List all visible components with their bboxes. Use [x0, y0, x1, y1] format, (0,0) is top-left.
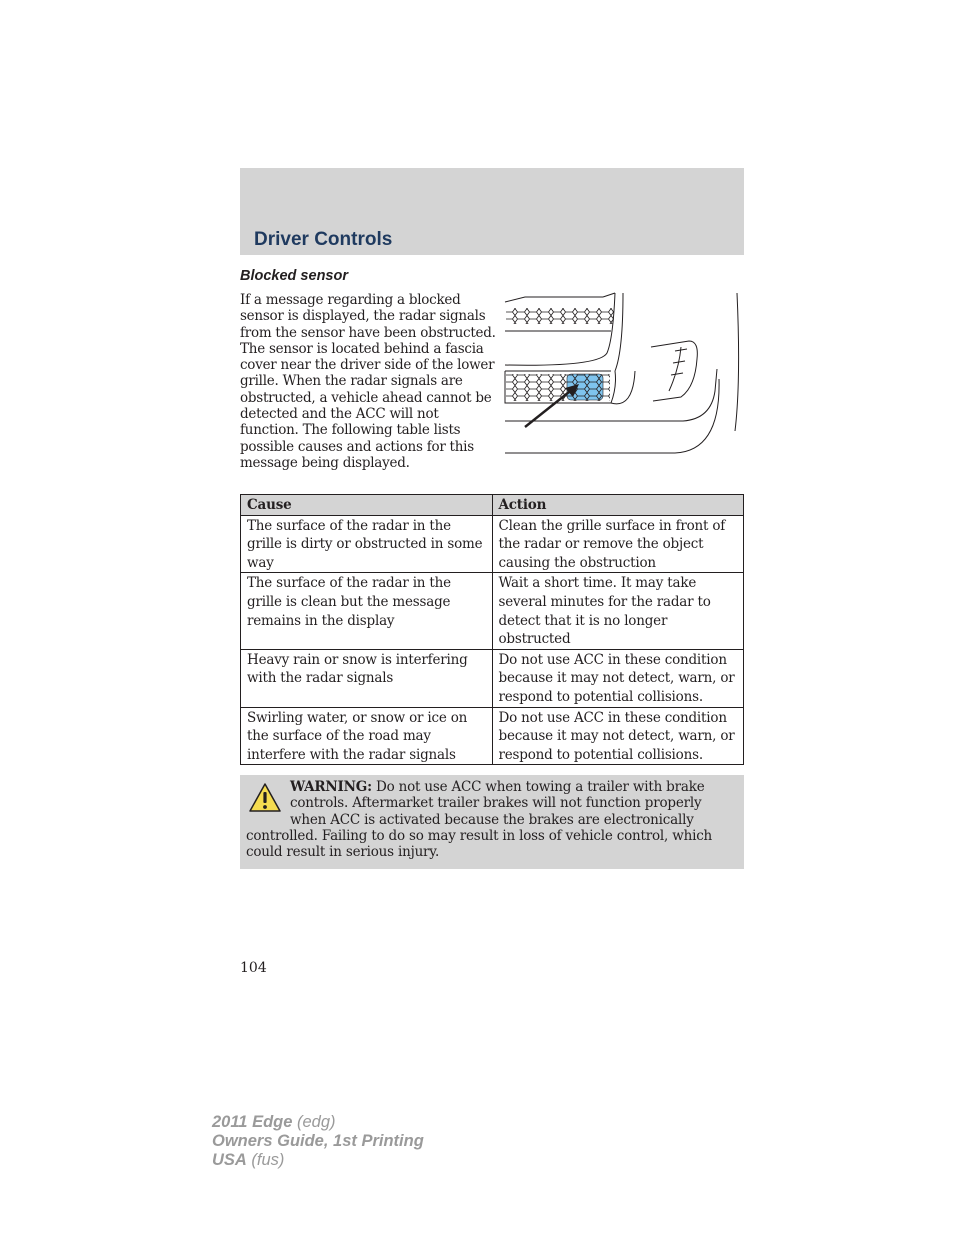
action-cell: Do not use ACC in these condition because it may not detect, warn, or respond to potential collisions.: [492, 649, 744, 707]
warning-body: Do not use ACC when towing a trailer with brake controls. Aftermarket trailer brakes will not function properly when ACC is activated because the brakes are electronically controlled. Failing to do so may result in loss of vehicle control, which could result in serious injury.: [246, 779, 713, 861]
column-header-cause: Cause: [241, 495, 493, 516]
table-row: [241, 649, 744, 707]
header-band: [240, 168, 744, 255]
warning-triangle-icon: [248, 781, 282, 815]
footer-market: USA: [212, 1151, 247, 1169]
footer-market-code: (fus): [246, 1151, 285, 1169]
causes-table: [240, 494, 744, 765]
grille-sensor-illustration: [503, 291, 743, 456]
footer-model: 2011 Edge: [212, 1113, 293, 1131]
table-row: [241, 707, 744, 765]
cause-cell: Heavy rain or snow is interfering with the radar signals: [241, 649, 493, 707]
warning-label: WARNING:: [290, 779, 372, 795]
cause-cell: The surface of the radar in the grille is clean but the message remains in the display: [241, 573, 493, 649]
footer-guide-line: [212, 1132, 424, 1151]
warning-text: [246, 779, 736, 860]
footer: [212, 1113, 424, 1170]
intro-paragraph: If a message regarding a blocked sensor is displayed, the radar signals from the sensor have been obstructed. The sensor is located behind a fascia cover near the driver side of the lower grille. When the radar signals are obstructed, a vehicle ahead cannot be detected and the ACC will not function. The following table lists possible causes and actions for this message being displayed.: [240, 292, 496, 471]
page-number: 104: [240, 960, 267, 976]
footer-model-code: (edg): [292, 1113, 336, 1131]
column-header-action: Action: [492, 495, 744, 516]
warning-box: [240, 775, 744, 869]
cause-cell: Swirling water, or snow or ice on the surface of the road may interfere with the radar signals: [241, 707, 493, 765]
action-cell: Clean the grille surface in front of the radar or remove the object causing the obstruction: [492, 515, 744, 573]
cause-cell: The surface of the radar in the grille is dirty or obstructed in some way: [241, 515, 493, 573]
footer-market-line: [212, 1151, 424, 1170]
footer-guide: Owners Guide, 1st Printing: [212, 1132, 424, 1150]
page-title: Driver Controls: [254, 229, 393, 250]
action-cell: Wait a short time. It may take several minutes for the radar to detect that it is no longer obstructed: [492, 573, 744, 649]
footer-model-line: [212, 1113, 424, 1132]
table-row: [241, 573, 744, 649]
table-header-row: [241, 495, 744, 516]
section-heading: Blocked sensor: [240, 268, 348, 284]
table-row: [241, 515, 744, 573]
action-cell: Do not use ACC in these condition because it may not detect, warn, or respond to potential collisions.: [492, 707, 744, 765]
